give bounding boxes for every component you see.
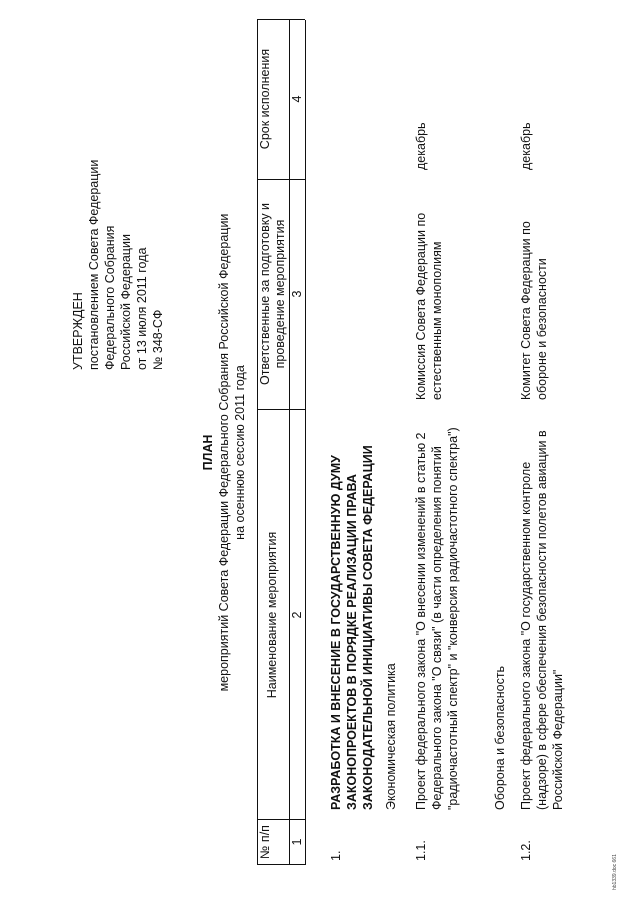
header-col-index: 1 xyxy=(290,838,304,846)
header-col-index: 4 xyxy=(290,95,304,103)
approval-line: постановлением Совета Федерации xyxy=(87,159,101,370)
column-divider xyxy=(257,179,305,180)
row-number: 1.2. xyxy=(519,840,533,861)
header-responsible: Ответственные за подготовку и проведение мероприятия xyxy=(258,202,287,386)
row-deadline: декабрь xyxy=(414,122,428,170)
document-title: ПЛАН xyxy=(201,434,215,471)
row-responsible: Комиссия Совета Федерации по естественным монополиям xyxy=(414,212,444,400)
document-subtitle: мероприятий Совета Федерации Федерального Собрания Российской Федерации xyxy=(217,213,231,692)
column-divider xyxy=(257,819,305,820)
approval-line: Российской Федерации xyxy=(119,234,133,370)
section-title-economic: Экономическая политика xyxy=(384,663,398,810)
row-event-text: Проект федерального закона "О внесении изменений в статью 2 Федерального закона "О связи" (в части определения понятий "радиочастотный спектр" и "конверсия радиочастотного спектра") xyxy=(414,427,460,810)
header-number: № п/п xyxy=(258,825,272,859)
row-event-text: Проект федерального закона "О государственном контроле (надзоре) в сфере обеспечения безопасности полетов авиации в Российской Федерации" xyxy=(519,430,565,810)
table-right-border xyxy=(257,19,305,20)
section-title-defense: Оборона и безопасность xyxy=(493,665,507,810)
table-header-bottom xyxy=(305,20,306,865)
table-row-heading: РАЗРАБОТКА И ВНЕСЕНИЕ В ГОСУДАРСТВЕННУЮ ДУМУ ЗАКОНОПРОЕКТОВ В ПОРЯДКЕ РЕАЛИЗАЦИИ ПРАВА ЗАКОНОДАТЕЛЬНОЙ ИНИЦИАТИВЫ СОВЕТА ФЕДЕРАЦИИ xyxy=(329,445,375,810)
approval-stamp xyxy=(70,160,166,370)
column-divider xyxy=(257,409,305,410)
row-number: 1.1. xyxy=(414,840,428,861)
approval-line: Федерального Собрания xyxy=(103,225,117,370)
header-event-name: Наименование мероприятия xyxy=(265,531,279,699)
row-number: 1. xyxy=(329,850,343,861)
table-left-border xyxy=(257,864,305,865)
row-responsible: Комитет Совета Федерации по обороне и безопасности xyxy=(519,221,549,400)
approval-line: УТВЕРЖДЕН xyxy=(71,292,85,370)
file-reference: hb1339.doc 661 xyxy=(612,854,618,890)
header-col-index: 3 xyxy=(290,290,304,298)
approval-line: № 348-СФ xyxy=(151,309,165,370)
row-deadline: декабрь xyxy=(519,122,533,170)
header-deadline: Срок исполнения xyxy=(258,48,272,150)
approval-line: от 13 июля 2011 года xyxy=(135,247,149,370)
document-subtitle-session: на осеннюю сессию 2011 года xyxy=(233,365,247,540)
header-col-index: 2 xyxy=(290,611,304,619)
